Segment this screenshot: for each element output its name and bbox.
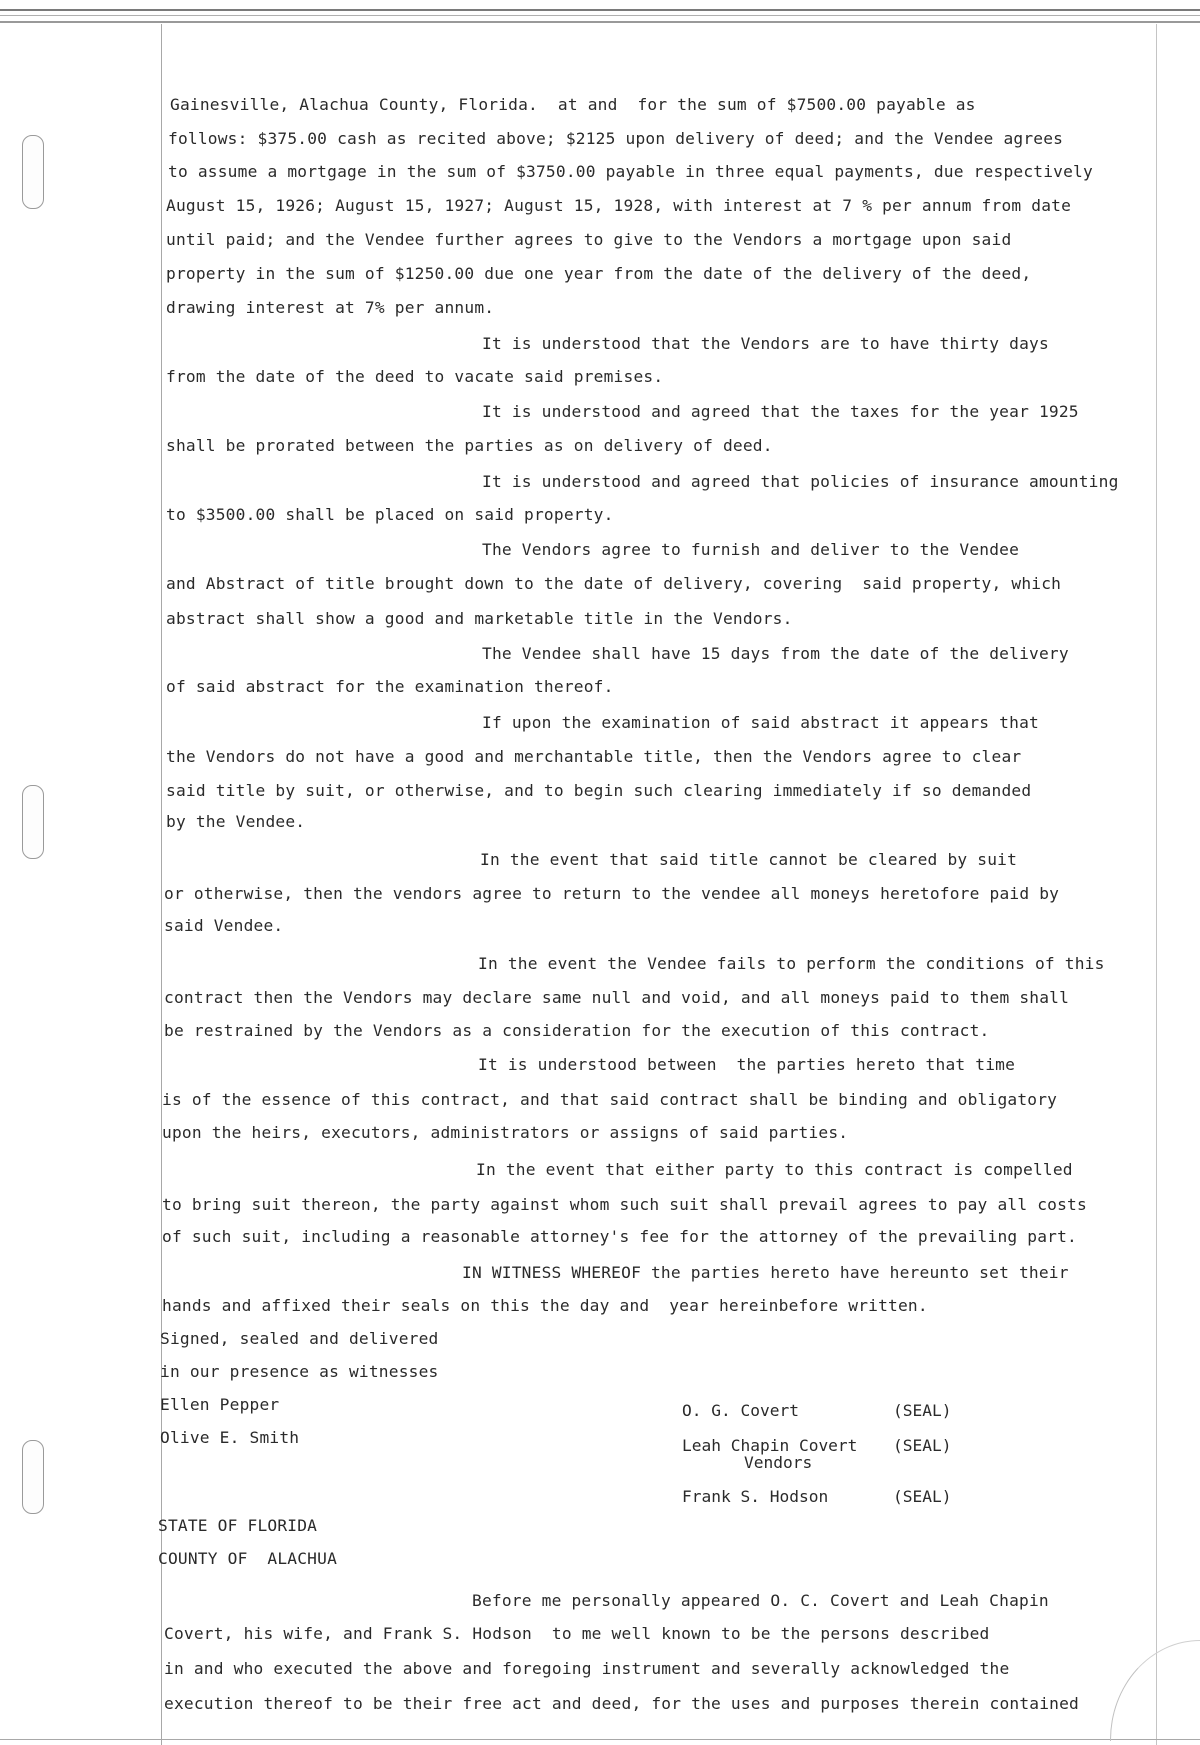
body-line: is of the essence of this contract, and that said contract shall be binding and obligatory: [162, 1090, 1058, 1109]
body-line: The Vendee shall have 15 days from the date of the delivery: [482, 644, 1069, 663]
body-line: The Vendors agree to furnish and deliver to the Vendee: [482, 540, 1020, 559]
body-line: of said abstract for the examination thereof.: [166, 677, 614, 696]
seal-mark: (SEAL): [893, 1487, 952, 1506]
body-line: August 15, 1926; August 15, 1927; August 15, 1928, with interest at 7 % per annum from date: [166, 196, 1072, 215]
body-line: by the Vendee.: [166, 812, 306, 831]
ack-line: execution thereof to be their free act and deed, for the uses and purposes therein contained: [164, 1694, 1080, 1713]
ack-line: in and who executed the above and foregoing instrument and severally acknowledged the: [164, 1659, 1010, 1678]
body-line: In the event that said title cannot be cleared by suit: [480, 850, 1018, 869]
top-rule: [0, 21, 1200, 23]
body-line: abstract shall show a good and marketable title in the Vendors.: [166, 609, 793, 628]
body-line: It is understood and agreed that the taxes for the year 1925: [482, 402, 1079, 421]
body-line: IN WITNESS WHEREOF the parties hereto have hereunto set their: [462, 1263, 1069, 1282]
punch-hole: [22, 135, 44, 209]
body-line: from the date of the deed to vacate said premises.: [166, 367, 664, 386]
witness-name: Ellen Pepper: [160, 1395, 280, 1414]
witness-name: Olive E. Smith: [160, 1428, 300, 1447]
body-line: In the event the Vendee fails to perform the conditions of this: [478, 954, 1105, 973]
body-line: and Abstract of title brought down to the date of delivery, covering said property, which: [166, 574, 1062, 593]
punch-hole: [22, 1440, 44, 1514]
venue-state: STATE OF FLORIDA: [158, 1516, 318, 1535]
body-line: It is understood that the Vendors are to have thirty days: [482, 334, 1049, 353]
body-line: said Vendee.: [164, 916, 284, 935]
signatory-name: Leah Chapin Covert: [682, 1436, 858, 1455]
body-line: to $3500.00 shall be placed on said property.: [166, 505, 614, 524]
bottom-rule: [0, 1739, 1200, 1740]
body-line: follows: $375.00 cash as recited above; $2125 upon delivery of deed; and the Vendee agrees: [168, 129, 1064, 148]
right-margin-line: [1156, 24, 1157, 1745]
body-line: or otherwise, then the vendors agree to return to the vendee all moneys heretofore paid by: [164, 884, 1060, 903]
seal-mark: (SEAL): [893, 1436, 952, 1455]
body-line: the Vendors do not have a good and merchantable title, then the Vendors agree to clear: [166, 747, 1022, 766]
body-line: be restrained by the Vendors as a consideration for the execution of this contract.: [164, 1021, 990, 1040]
body-line: to assume a mortgage in the sum of $3750.00 payable in three equal payments, due respectively: [168, 162, 1093, 181]
body-line: property in the sum of $1250.00 due one year from the date of the delivery of the deed,: [166, 264, 1032, 283]
venue-county: COUNTY OF ALACHUA: [158, 1549, 338, 1568]
top-rule: [0, 9, 1200, 11]
body-line: Gainesville, Alachua County, Florida. at and for the sum of $7500.00 payable as: [170, 95, 976, 114]
ack-line: Before me personally appeared O. C. Covert and Leah Chapin: [472, 1591, 1049, 1610]
signatory-name: Frank S. Hodson: [682, 1487, 829, 1506]
body-line: in our presence as witnesses: [160, 1362, 439, 1381]
body-line: of such suit, including a reasonable attorney's fee for the attorney of the prevailing part.: [162, 1227, 1078, 1246]
page-curl: [1110, 1640, 1200, 1741]
signatory-name: O. G. Covert: [682, 1401, 799, 1420]
left-margin-line: [161, 24, 162, 1745]
body-line: until paid; and the Vendee further agrees to give to the Vendors a mortgage upon said: [166, 230, 1012, 249]
body-line: In the event that either party to this contract is compelled: [476, 1160, 1073, 1179]
body-line: upon the heirs, executors, administrators or assigns of said parties.: [162, 1123, 849, 1142]
seal-mark: (SEAL): [893, 1401, 952, 1420]
ack-line: Covert, his wife, and Frank S. Hodson to me well known to be the persons described: [164, 1624, 990, 1643]
body-line: contract then the Vendors may declare same null and void, and all moneys paid to them shall: [164, 988, 1070, 1007]
body-line: It is understood between the parties hereto that time: [478, 1055, 1016, 1074]
vendors-label: Vendors: [744, 1453, 813, 1472]
body-line: drawing interest at 7% per annum.: [166, 298, 495, 317]
body-line: shall be prorated between the parties as on delivery of deed.: [166, 436, 773, 455]
body-line: said title by suit, or otherwise, and to begin such clearing immediately if so demanded: [166, 781, 1032, 800]
body-line: hands and affixed their seals on this the day and year hereinbefore written.: [162, 1296, 928, 1315]
body-line: Signed, sealed and delivered: [160, 1329, 439, 1348]
top-rule: [0, 15, 1200, 16]
punch-hole: [22, 785, 44, 859]
body-line: to bring suit thereon, the party against whom such suit shall prevail agrees to pay all costs: [162, 1195, 1087, 1214]
body-line: If upon the examination of said abstract it appears that: [482, 713, 1039, 732]
body-line: It is understood and agreed that policies of insurance amounting: [482, 472, 1119, 491]
